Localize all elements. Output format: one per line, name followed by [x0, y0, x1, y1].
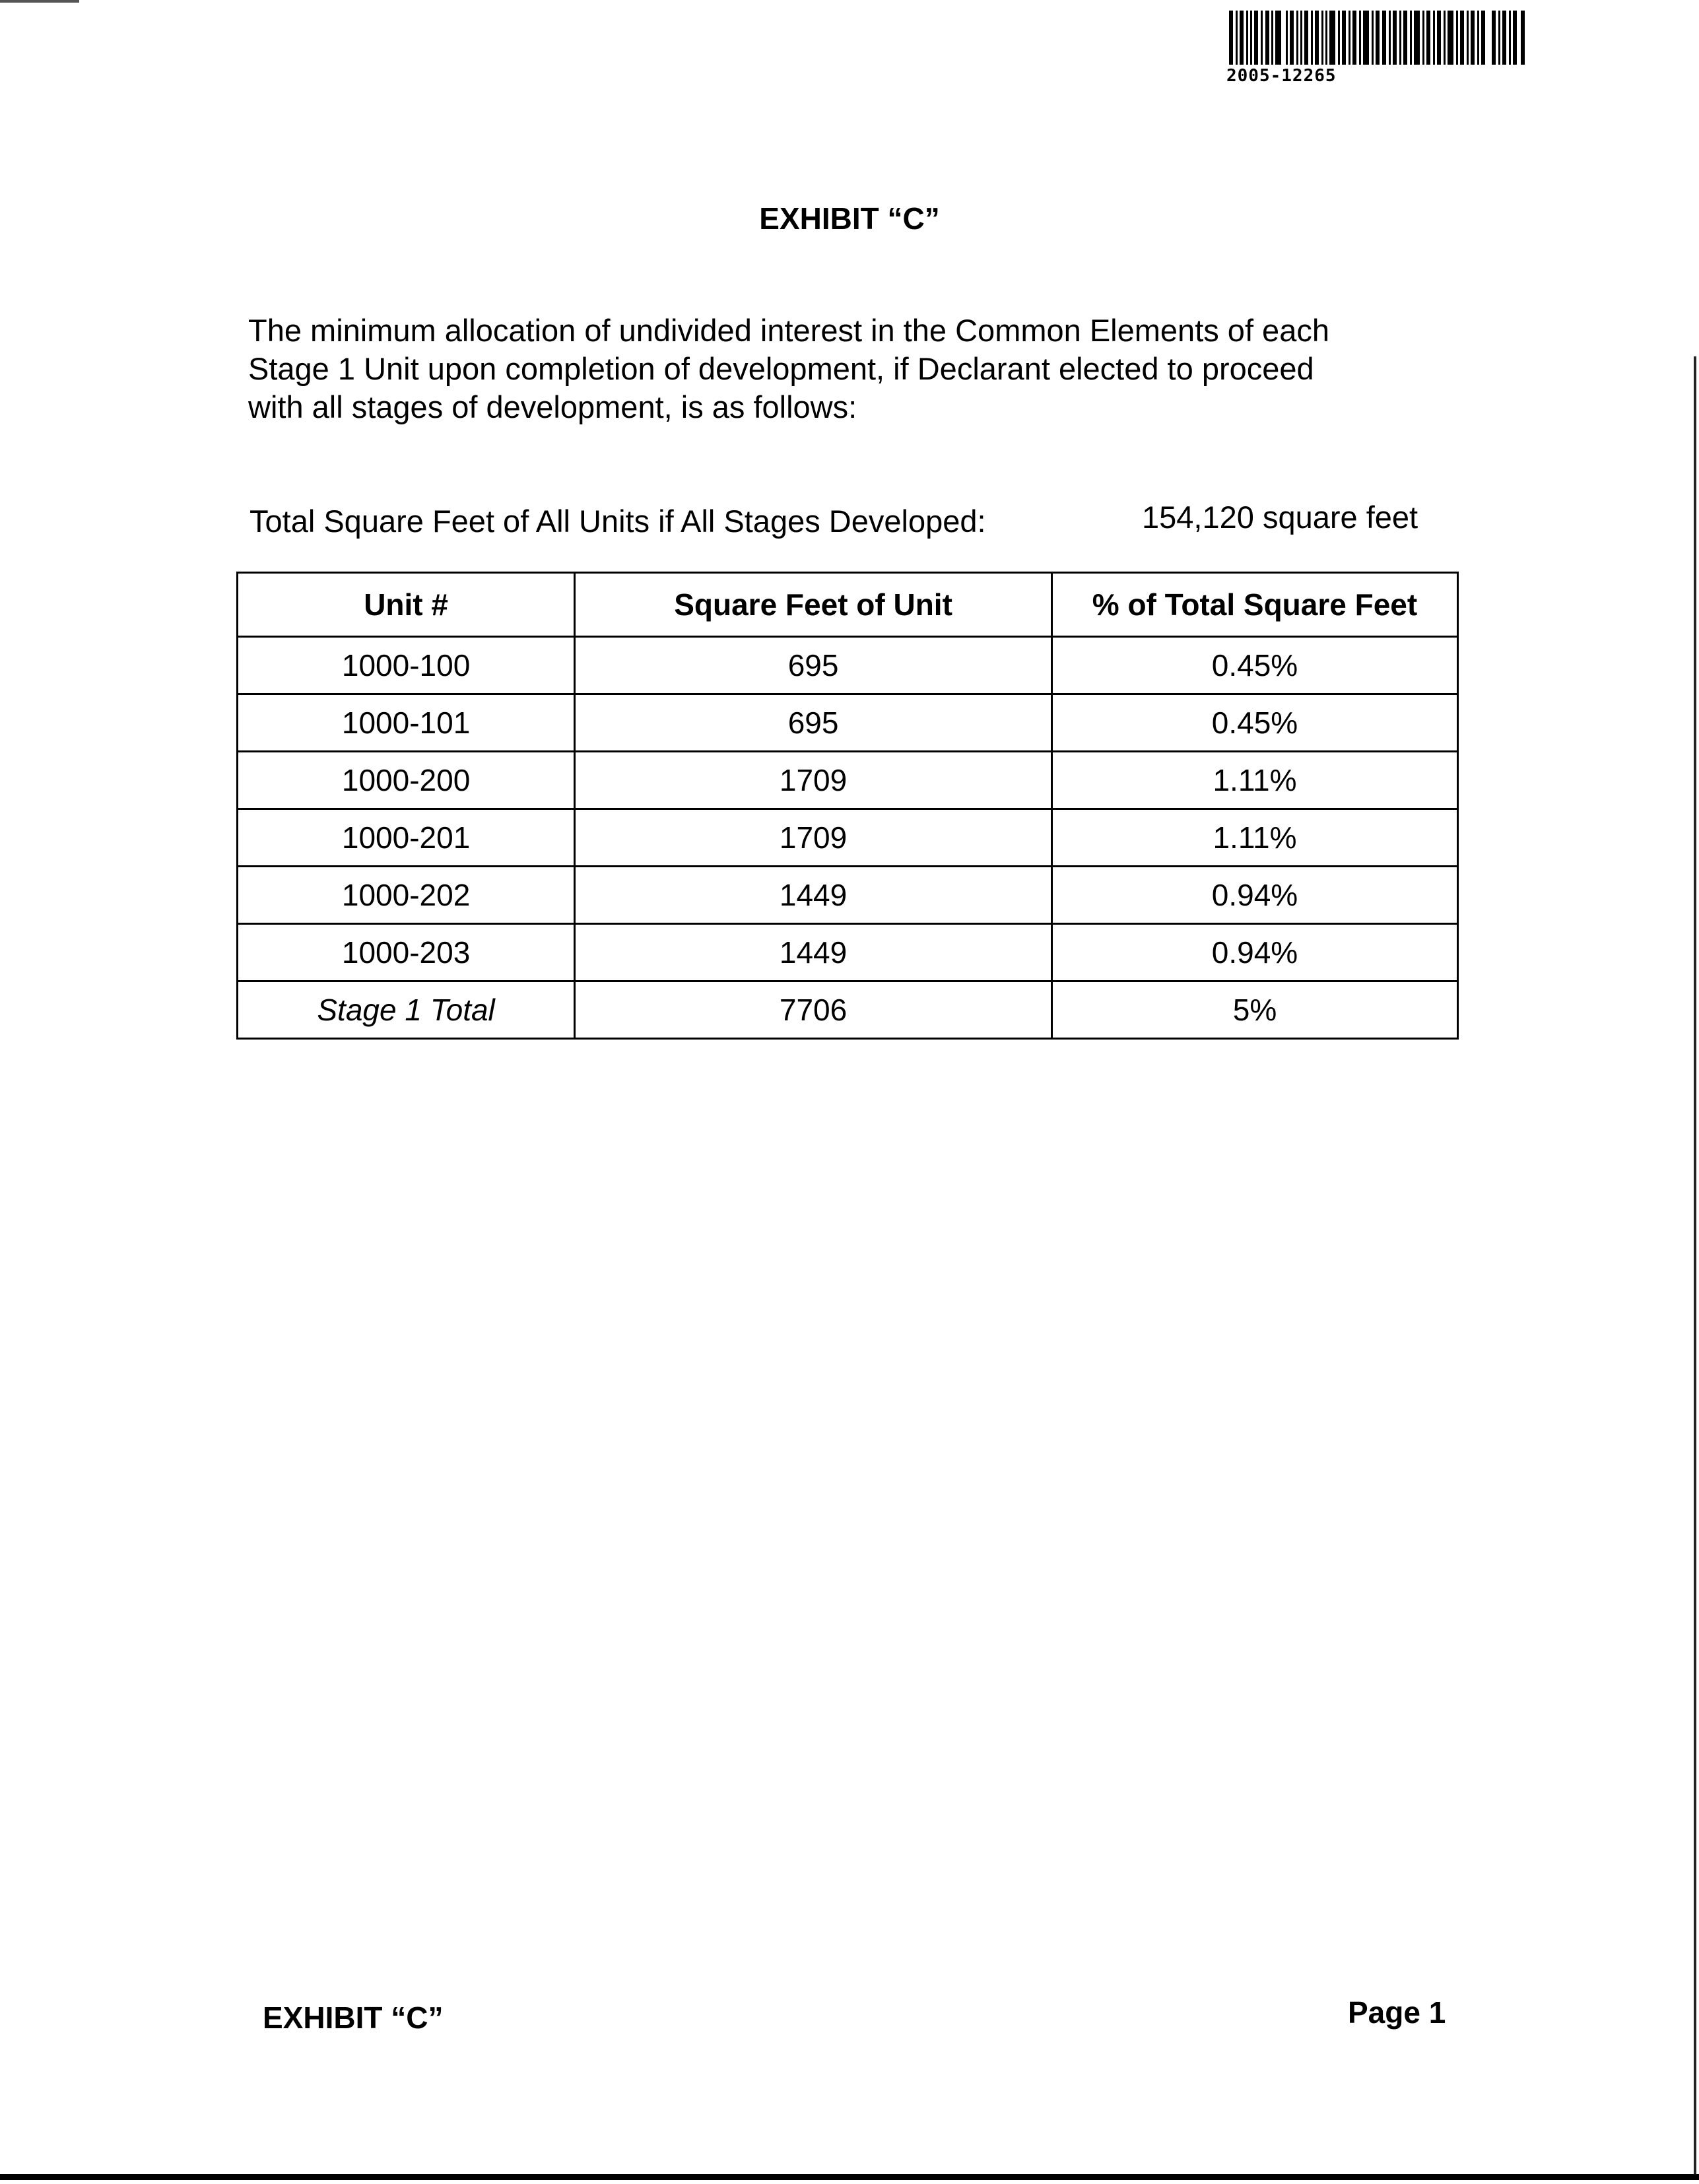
square-feet-cell: 695 — [575, 694, 1052, 752]
table-row — [238, 694, 1458, 752]
percent-cell: 1.11% — [1051, 752, 1457, 809]
unit-cell: 1000-202 — [238, 867, 575, 924]
scan-corner-mark — [0, 0, 79, 3]
footer-exhibit-label: EXHIBIT “C” — [263, 2001, 444, 2035]
percent-cell: 0.94% — [1051, 924, 1457, 981]
stage-total-square-feet: 7706 — [575, 981, 1052, 1039]
square-feet-cell: 695 — [575, 637, 1052, 694]
square-feet-cell: 1449 — [575, 867, 1052, 924]
table-row — [238, 637, 1458, 694]
intro-line: Stage 1 Unit upon completion of development, if Declarant elected to proceed — [248, 351, 1314, 386]
unit-cell: 1000-200 — [238, 752, 575, 809]
square-feet-cell: 1709 — [575, 809, 1052, 867]
table-header-row — [238, 573, 1458, 637]
percent-cell: 1.11% — [1051, 809, 1457, 867]
total-square-feet-value: 154,120 square feet — [1142, 500, 1418, 535]
square-feet-cell: 1709 — [575, 752, 1052, 809]
unit-cell: 1000-203 — [238, 924, 575, 981]
scan-edge-right — [1694, 356, 1696, 2178]
unit-cell: 1000-101 — [238, 694, 575, 752]
table-total-row — [238, 981, 1458, 1039]
intro-line: The minimum allocation of undivided interest in the Common Elements of each — [248, 313, 1329, 348]
intro-line: with all stages of development, is as follows: — [248, 389, 857, 424]
column-header-square-feet: Square Feet of Unit — [575, 573, 1052, 637]
table-row — [238, 867, 1458, 924]
table-row — [238, 809, 1458, 867]
unit-cell: 1000-100 — [238, 637, 575, 694]
percent-cell: 0.45% — [1051, 637, 1457, 694]
table-row — [238, 752, 1458, 809]
square-feet-cell: 1449 — [575, 924, 1052, 981]
unit-cell: 1000-201 — [238, 809, 575, 867]
barcode-image — [1229, 11, 1526, 65]
scan-edge-bottom — [0, 2174, 1699, 2180]
table-row — [238, 924, 1458, 981]
stage-total-percent: 5% — [1051, 981, 1457, 1039]
page-title: EXHIBIT “C” — [759, 201, 940, 236]
footer-page-number: Page 1 — [1348, 1995, 1446, 2030]
total-square-feet-label: Total Square Feet of All Units if All Stages Developed: — [250, 504, 986, 539]
barcode-number: 2005-12265 — [1226, 66, 1337, 86]
intro-paragraph — [248, 312, 1430, 426]
column-header-percent: % of Total Square Feet — [1051, 573, 1457, 637]
column-header-unit: Unit # — [238, 573, 575, 637]
unit-allocation-table — [236, 572, 1459, 1040]
stage-total-label: Stage 1 Total — [238, 981, 575, 1039]
percent-cell: 0.94% — [1051, 867, 1457, 924]
percent-cell: 0.45% — [1051, 694, 1457, 752]
